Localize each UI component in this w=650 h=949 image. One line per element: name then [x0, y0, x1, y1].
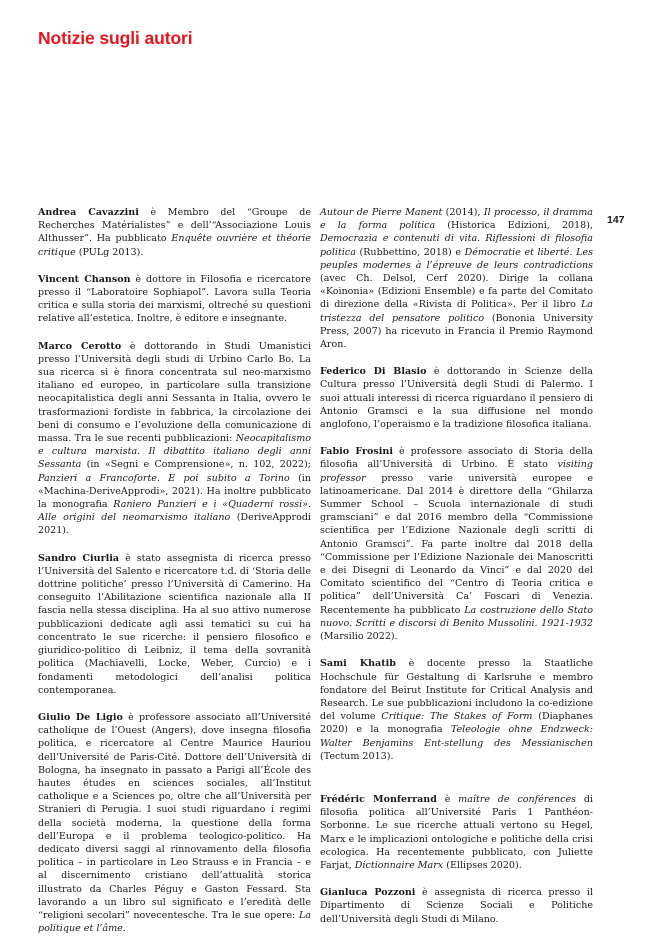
author-entry — [320, 793, 593, 872]
work-title: Il processo, il dramma e la forma politica — [320, 207, 593, 232]
work-title: Raniero Panzieri e i «Quaderni rossi». Alle origini del neomarxismo italiano — [38, 499, 312, 524]
author-entry — [320, 365, 593, 431]
bio-text: (2014), — [442, 207, 484, 218]
bio-text: (avec Ch. Delsol, Cerf 2020). Dirige la collana «Koinonia» (Edizioni Ensemble) e fa parte del Comitato di direzione della «Rivista di Politica». Per il libro — [320, 273, 593, 311]
author-name: Fabio Frosini — [320, 446, 393, 458]
author-name: Sandro Ciurlia — [38, 552, 120, 564]
work-title: Enquête ouvrière et théorie critique — [38, 233, 311, 258]
work-title: Panzieri a Francoforte. E poi subito a Torino — [38, 472, 290, 484]
bio-text: (in «Segni e Comprensione», n. 102, 2022); — [81, 459, 311, 471]
work-title: Dictionnaire Marx — [354, 859, 444, 871]
bio-text: (Historica Edizioni, 2018), — [435, 220, 593, 232]
bio-text: (Marsilio 2022). — [320, 631, 398, 643]
work-title: Teleologie ohne Endzweck: Walter Benjamins Ent-stellung des Messianischen — [320, 724, 593, 749]
right-column — [320, 206, 593, 940]
author-name: Gianluca Pozzoni — [320, 887, 416, 899]
bio-text: è dottore in Filosofia e ricercatore presso il “Laboratoire Sophiapol”. Lavora sulla Teoria critica e sulla storia dei marxismi, oltreché su questioni relative all’estetica. Inoltre, è editore e insegnante. — [38, 273, 311, 325]
work-title: visiting professor — [320, 459, 593, 484]
author-name: Vincent Chanson — [38, 273, 131, 285]
author-name: Federico Di Blasio — [320, 366, 427, 378]
bio-text: (Diaphanes 2020) e la monografia — [320, 711, 594, 736]
bio-text: è assegnista di ricerca presso il Dipartimento di Scienze Sociali e Politiche dell’Università degli Studi di Milano. — [320, 887, 593, 925]
author-name: Marco Cerotto — [38, 340, 122, 352]
bio-text: è stato assegnista di ricerca presso l’Università del Salento e ricercatore t.d. di ‘Storia delle dottrine politiche’ presso l’Università di Camerino. Ha conseguito l’Abilitazione scientifica nazionale alla II fascia nella stessa disciplina. Ha al suo attivo numerose pubblicazioni dedicate agli assi tematici su cui ha concentrato le sue ricerche: il pensiero filosofico e giuridico-politico di Leibniz, il tema della sovranità politica (Machiavelli, Locke, Weber, Curcio) e i fondamenti metodologici dell’analisi politica contemporanea. — [38, 552, 312, 696]
bio-text: è dottorando in Scienze della Cultura presso l’Università degli Studi di Palermo. I suoi attuali interessi di ricerca riguardano il pensiero di Antonio Gramsci e la sua diffusione nel mondo anglofono, l’operaismo e la tradizione filosofica italiana. — [320, 366, 593, 431]
page-title: Notizie sugli autori — [38, 28, 193, 48]
author-entry — [320, 206, 593, 351]
author-name: Frédéric Monferrand — [320, 793, 437, 805]
bio-text: (DeriveApprodi 2021). — [38, 512, 311, 537]
bio-text: è professore associato di Storia della filosofia all’Università di Urbino. È stato — [320, 446, 593, 471]
bio-text: (in «Machina-DeriveApprodi», 2021). Ha inoltre pubblicato la monografia — [38, 472, 311, 511]
bio-text: (Ellipses 2020). — [443, 859, 522, 871]
author-name: Sami Khatib — [320, 658, 396, 670]
bio-text: di filosofia politica all’Université Paris 1 Panthéon-Sorbonne. Le sue ricerche attuali vertono su Hegel, Marx e le implicazioni ontologiche e politiche della crisi ecologica. Ha recentemente pubblicato, con Juliette Farjat, — [320, 793, 593, 871]
bio-text: è Membro del “Groupe de Recherches Matérialistes” e dell’“Associazione Louis Althusser”. Ha pubblicato — [38, 207, 311, 245]
author-entry — [320, 886, 593, 926]
work-title: Critique: The Stakes of Form — [381, 711, 533, 723]
bio-text: è — [436, 793, 459, 805]
work-title: La politique et l’âme. — [38, 909, 311, 935]
work-title: La costruzione dello Stato nuovo. Scritti e discorsi di Benito Mussolini. 1921-1932 — [320, 604, 594, 629]
bio-text: (Tectum 2013). — [320, 750, 394, 762]
bio-text: è dottorando in Studi Umanistici presso l’Università degli studi di Urbino Carlo Bo. La sua ricerca si è finora concentrata sul neo-marxismo italiano ed europeo, in particolare sulla transizione neocapitalistica degli anni Sessanta in Italia, ovvero le trasformazioni fordiste in fabbrica, la circolazione dei beni di consumo e l’evoluzione della comunicazione di massa. Tra le sue recenti pubblicazioni: — [38, 340, 311, 445]
author-entry — [320, 657, 593, 763]
page-number: 147 — [607, 214, 625, 226]
author-entry — [38, 552, 311, 697]
author-name: Andrea Cavazzini — [38, 207, 139, 218]
author-entry — [38, 273, 311, 326]
left-column — [38, 206, 311, 949]
work-title: Neocapitalismo e cultura marxista. Il dibattito italiano degli anni Sessanta — [38, 433, 311, 471]
work-title: maître de conférences — [458, 793, 577, 805]
work-title: Démocratie et liberté. Les peuples modernes à l’épreuve de leurs contradictions — [320, 246, 593, 271]
author-name: Giulio De Ligio — [38, 711, 123, 723]
author-entry — [320, 445, 593, 643]
bio-text: è professore associato all’Université catholique de l’Ouest (Angers), dove insegna filosofia politica, e ricercatore al Centre Maurice Hauriou dell’Université de Paris-Cité. Dottore dell’Università di Bologna, ha insegnato in passato a Parigi all’École des hautes études en sciences sociales, all’Institut catholique e a Sciences po, oltre che all’Università per Stranieri di Perugia. I suoi studi riguardano i regimi della società moderna, la questione della forma dell’Europa e il problema teologico-politico. Ha dedicato diversi saggi al rinnovamento della filosofia politica – in particolare in Leo Strauss e in Francia – e al discernimento cristiano dell’attualità storica illustrato da Charles Péguy e Gaston Fessard. Sta lavorando a un libro sul significato e l’eredità delle “religioni secolari” novecentesche. Tra le sue opere: — [38, 711, 311, 921]
work-title: Democrazia e contenuti di vita. Riflessioni di filosofia politica — [320, 233, 593, 258]
author-entry — [38, 340, 311, 538]
bio-text: è docente presso la Staatliche Hochschule für Gestaltung di Karlsruhe e membro fondatore del Beirut Institute for Critical Analysis and Research. Le sue pubblicazioni includono la co-edizione del volume — [320, 658, 593, 723]
work-title: Autour de Pierre Manent — [320, 207, 443, 218]
bio-text: (PULg 2013). — [75, 246, 144, 258]
bio-text: (Rubbettino, 2018) e — [355, 246, 465, 258]
author-entry — [38, 206, 311, 259]
bio-text: (Bononia University Press, 2007) ha ricevuto in Francia il Premio Raymond Aron. — [320, 312, 594, 351]
bio-text: presso varie università europee e latinoamericane. Dal 2014 è direttore della “Ghilarza Summer School – Scuola internazionale di studi gramsciani” e dal 2016 membro della “Commissione scientifica per l’Edizione Nazionale degli scritti di Antonio Gramsci”. Fa parte inoltre dal 2018 della “Commissione per l’Edizione Nazionale dei Manoscritti e dei Disegni di Leonardo da Vinci” e dal 2020 del Comitato scientifico del “Centro di Teoria critica e politica” dell’Università Ca’ Foscari di Venezia. Recentemente ha pubblicato — [320, 472, 593, 616]
work-title: La tristezza del pensatore politico — [320, 299, 593, 324]
author-entry — [38, 711, 311, 935]
